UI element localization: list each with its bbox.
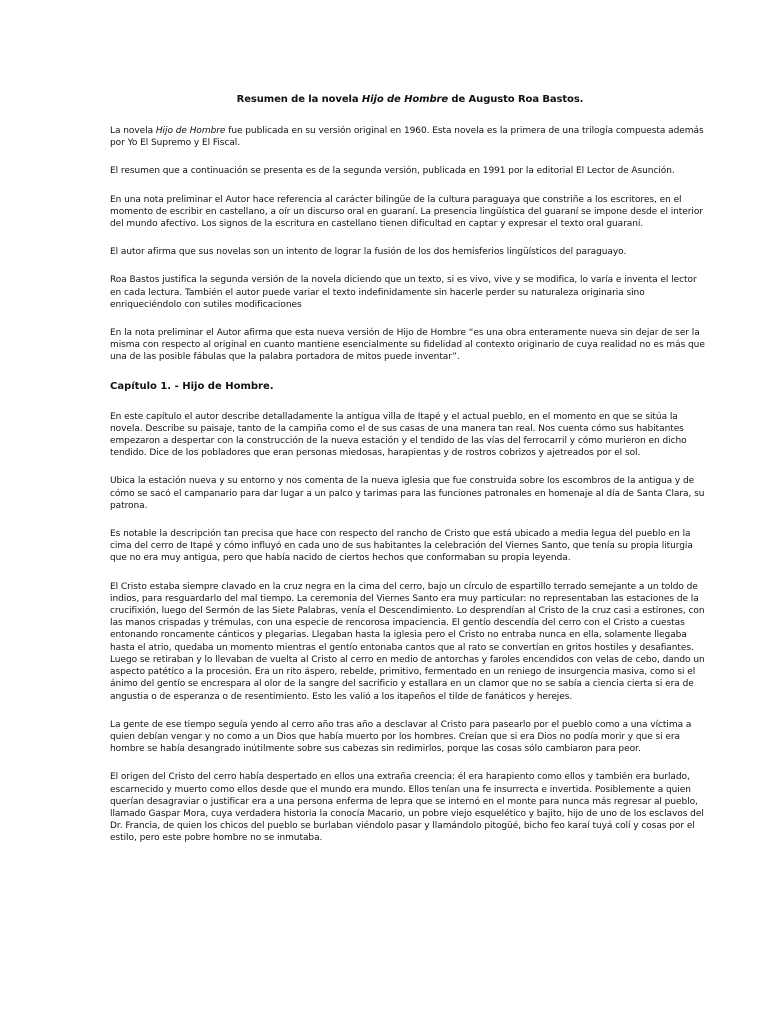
chapter-paragraph: El origen del Cristo del cerro había despertado en ellos una extraña creencia: él era harapiento como ellos y también era burlado, escarnecido y muerto como ellos desde que el mundo era mundo. Ellos tenían una fe insurrecta e invertida. Posiblemente a quien querían desagraviar o justificar era a una persona enferma de lepra que se internó en el monte para nunca más regresar al pueblo, llamado Gaspar Mora, cuya verdadera historia la conocía Macario, un pobre viejo esquelético y bajito, hijo de uno de los esclavos del Dr. Francia, de quien los chicos del pueblo se burlaban viéndolo pasar y llamándolo pitogüé, bicho feo karaí tuyá colí y cosas por el estilo, pero este pobre hombre no se inmutaba. [110, 772, 704, 844]
paragraph: El autor afirma que sus novelas son un intento de lograr la fusión de los dos hemisferios lingüísticos del paraguayo. [110, 247, 627, 258]
chapter-paragraph: Ubica la estación nueva y su entorno y nos comenta de la nueva iglesia que fue construida sobre los escombros de la antigua y de cómo se sacó el campanario para dar lugar a un palco y tarimas para las funciones patronales en homenaje al día de Santa Clara, su patrona. [110, 476, 705, 511]
chapter-heading: Capítulo 1. - Hijo de Hombre. [110, 380, 274, 392]
document-title [110, 93, 710, 106]
chapter-paragraph: El Cristo estaba siempre clavado en la cruz negra en la cima del cerro, bajo un círculo de espartillo terrado semejante a un toldo de indios, para resguardarlo del mal tiempo. La ceremonia del Viernes Santo era muy particular: no representaban las estaciones de la crucifixión, luego del Sermón de las Siete Palabras, venía el Descendimiento. Lo desprendían al Cristo de la cruz casi a estirones, con las manos crispadas y trémulas, con una especie de rencorosa impaciencia. El gentío descendía del cerro con el Cristo a cuestas entonando roncamente cánticos y plegarias. Llegaban hasta la iglesia pero el Cristo no entraba nunca en ella, solamente llegaba hasta el atrio, quedaba un momento mientras el gentío entonaba cantos que al rato se convertían en gritos hostiles y desafiantes. Luego se retiraban y lo llevaban de vuelta al Cristo al cerro en medio de antorchas y faroles encendidos con velas de cebo, dando un aspecto patético a la procesión. Era un rito áspero, rebelde, primitivo, fermentado en un reniego de insurgencia masiva, como si el ánimo del gentío se encrespara al olor de la sangre del sacrificio y estallara en un clamor que no se sabía a ciencia cierta si era de angustia o de esperanza o de resentimiento. Esto les valió a los itapeños el tilde de fanáticos y herejes. [110, 581, 705, 702]
title-work: Hijo de Hombre [361, 94, 449, 105]
title-prefix: Resumen de la novela [236, 94, 362, 105]
chapter-paragraph: Es notable la descripción tan precisa que hace con respecto del rancho de Cristo que está ubicado a media legua del pueblo en la cima del cerro de Itapé y cómo influyó en cada uno de sus habitantes la celebración del Viernes Santo, que tenía su propia liturgia que no era muy antigua, pero que había nacido de ciertos hechos que conformaban su propia leyenda. [110, 529, 693, 564]
paragraph: El resumen que a continuación se presenta es de la segunda versión, publicada en 1991 por la editorial El Lector de Asunción. [110, 166, 675, 177]
intro-prefix: La novela [110, 126, 156, 136]
intro-work: Hijo de Hombre [155, 126, 226, 136]
paragraph: En la nota preliminar el Autor afirma que esta nueva versión de Hijo de Hombre “es una obra enteramente nueva sin dejar de ser la misma con respecto al original en cuanto mantiene esencialmente su fidelidad al contexto originario de cuya realidad no es más que una de las posible fábulas que la palabra portadora de mitos puede inventar”. [110, 328, 705, 363]
paragraph: Roa Bastos justifica la segunda versión de la novela diciendo que un texto, si es vivo, vive y se modifica, lo varía e inventa el lector en cada lectura. También el autor puede variar el texto indefinidamente sin hacerle perder su naturaleza originaria sino enriqueciéndolo con sutiles modificaciones [110, 275, 697, 310]
chapter-paragraph: En este capítulo el autor describe detalladamente la antigua villa de Itapé y el actual pueblo, en el momento en que se sitúa la novela. Describe su paisaje, tanto de la campiña como el de sus casas de una manera tan real. Nos cuenta cómo sus habitantes empezaron a despertar con la construcción de la nueva estación y el tendido de las vías del ferrocarril y cómo murieron en dicho tendido. Dice de los pobladores que eran personas miedosas, harapientas y de rostros cobrizos y ajetreados por el sol. [110, 411, 687, 459]
intro-paragraph [110, 125, 710, 149]
title-suffix: de Augusto Roa Bastos. [448, 94, 584, 105]
intro-suffix: fue publicada en su versión original en 1960. Esta novela es la primera de una trilogía compuesta además por Yo El Supremo y El Fiscal. [110, 126, 704, 149]
chapter-paragraph: La gente de ese tiempo seguía yendo al cerro año tras año a desclavar al Cristo para pasearlo por el pueblo como a una víctima a quien debían vengar y no como a un Dios que había muerto por los hombres. Creían que si era Dios no podía morir y que si era hombre se había desangrado inútilmente sobre sus cabezas sin redimirlos, porque las cosas sólo cambiaron para peor. [110, 719, 692, 755]
paragraph: En una nota preliminar el Autor hace referencia al carácter bilingüe de la cultura paraguaya que constriñe a los escritores, en el momento de escribir en castellano, a oír un discurso oral en guaraní. La presencia lingüística del guaraní se impone desde el interior del mundo afectivo. Los signos de la escritura en castellano tienen dificultad en captar y expresar el texto oral guaraní. [110, 194, 703, 230]
